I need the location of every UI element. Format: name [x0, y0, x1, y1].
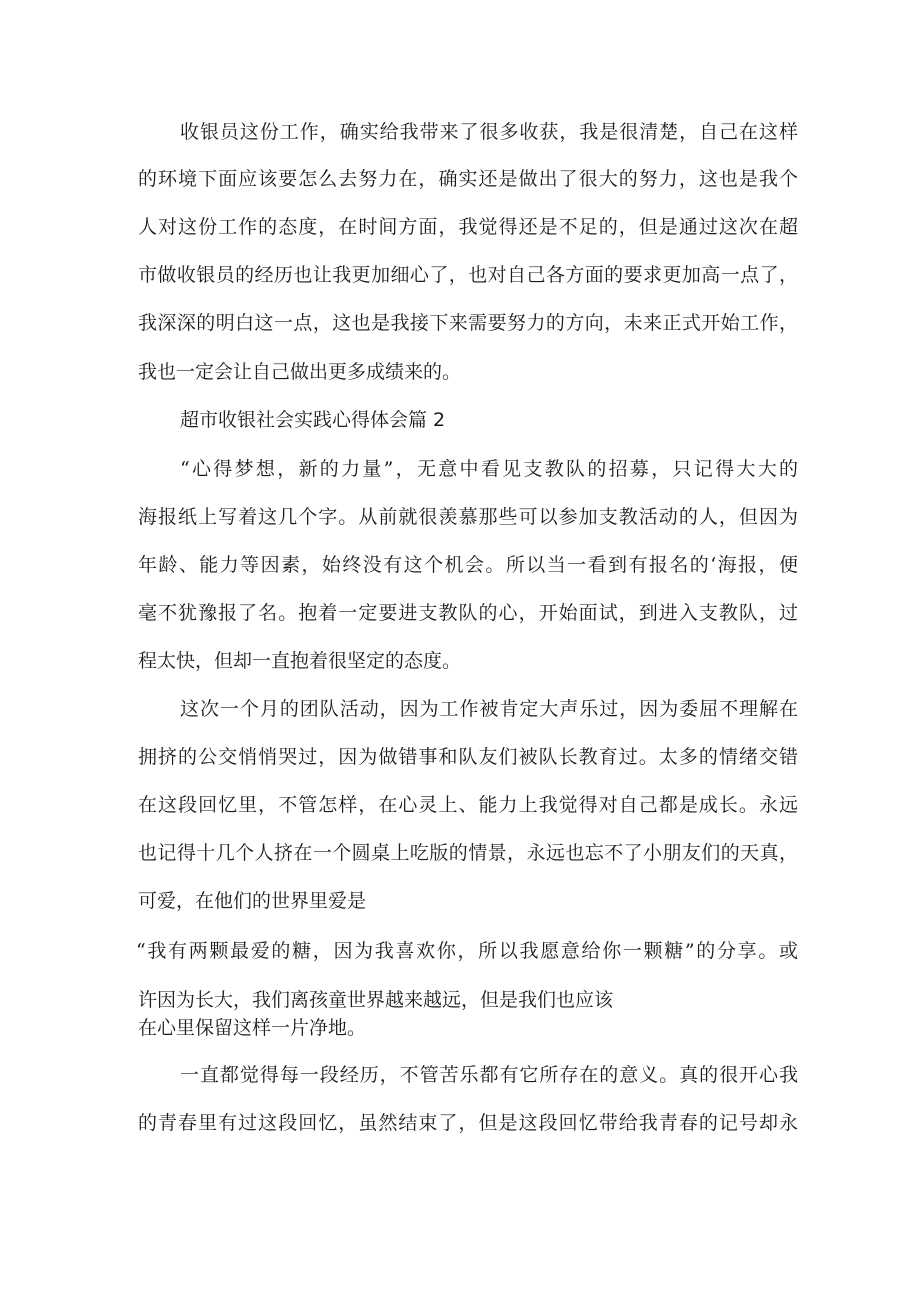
text-line: 也记得十几个人挤在一个圆桌上吃版的情景，永远也忘不了小朋友们的天真，: [138, 842, 798, 864]
text-line: 的青春里有过这段回忆，虽然结束了，但是这段回忆带给我青春的记号却永: [138, 1112, 798, 1134]
text-line: 程太快，但却一直抱着很坚定的态度。: [138, 650, 462, 672]
text-line: 的环境下面应该要怎么去努力在，确实还是做出了很大的努力，这也是我个: [138, 168, 798, 190]
text-line: 我深深的明白这一点，这也是我接下来需要努力的方向，未来正式开始工作，: [138, 312, 798, 334]
text-line: 毫不犹豫报了名。抱着一定要进支教队的心，开始面试，到进入支教队，过: [138, 602, 798, 624]
text-line: 在心里保留这样一片净地。: [138, 1017, 367, 1039]
text-line: 人对这份工作的态度，在时间方面，我觉得还是不足的，但是通过这次在超: [138, 216, 798, 238]
text-line: 在这段回忆里，不管怎样，在心灵上、能力上我觉得对自己都是成长。永远: [138, 794, 798, 816]
text-line: 拥挤的公交悄悄哭过，因为做错事和队友们被队长教育过。太多的情绪交错: [138, 746, 798, 768]
section-heading: 超市收银社会实践心得体会篇 2: [180, 409, 446, 431]
text-line: 海报纸上写着这几个字。从前就很羡慕那些可以参加支教活动的人，但因为: [138, 506, 798, 528]
text-line: 一直都觉得每一段经历，不管苦乐都有它所存在的意义。真的很开心我: [180, 1064, 798, 1086]
text-line: 收银员这份工作，确实给我带来了很多收获，我是很清楚，自己在这样: [180, 121, 798, 143]
text-line: 我也一定会让自己做出更多成绩来的。: [138, 361, 462, 383]
text-line: 市做收银员的经历也让我更加细心了，也对自己各方面的要求更加高一点了，: [138, 264, 798, 286]
text-line: 年龄、能力等因素，始终没有这个机会。所以当一看到有报名的‘海报，便: [138, 554, 798, 576]
text-line: 许因为长大，我们离孩童世界越来越远，但是我们也应该: [138, 989, 614, 1011]
text-line: 可爱，在他们的世界里爱是: [138, 890, 367, 912]
text-line: 这次一个月的团队活动，因为工作被肯定大声乐过，因为委屈不理解在: [180, 698, 798, 720]
text-line: “心得梦想，新的力量”，无意中看见支教队的招募，只记得大大的: [180, 458, 798, 480]
text-line: “我有两颗最爱的糖，因为我喜欢你，所以我愿意给你一颗糖”的分享。或: [136, 940, 798, 962]
